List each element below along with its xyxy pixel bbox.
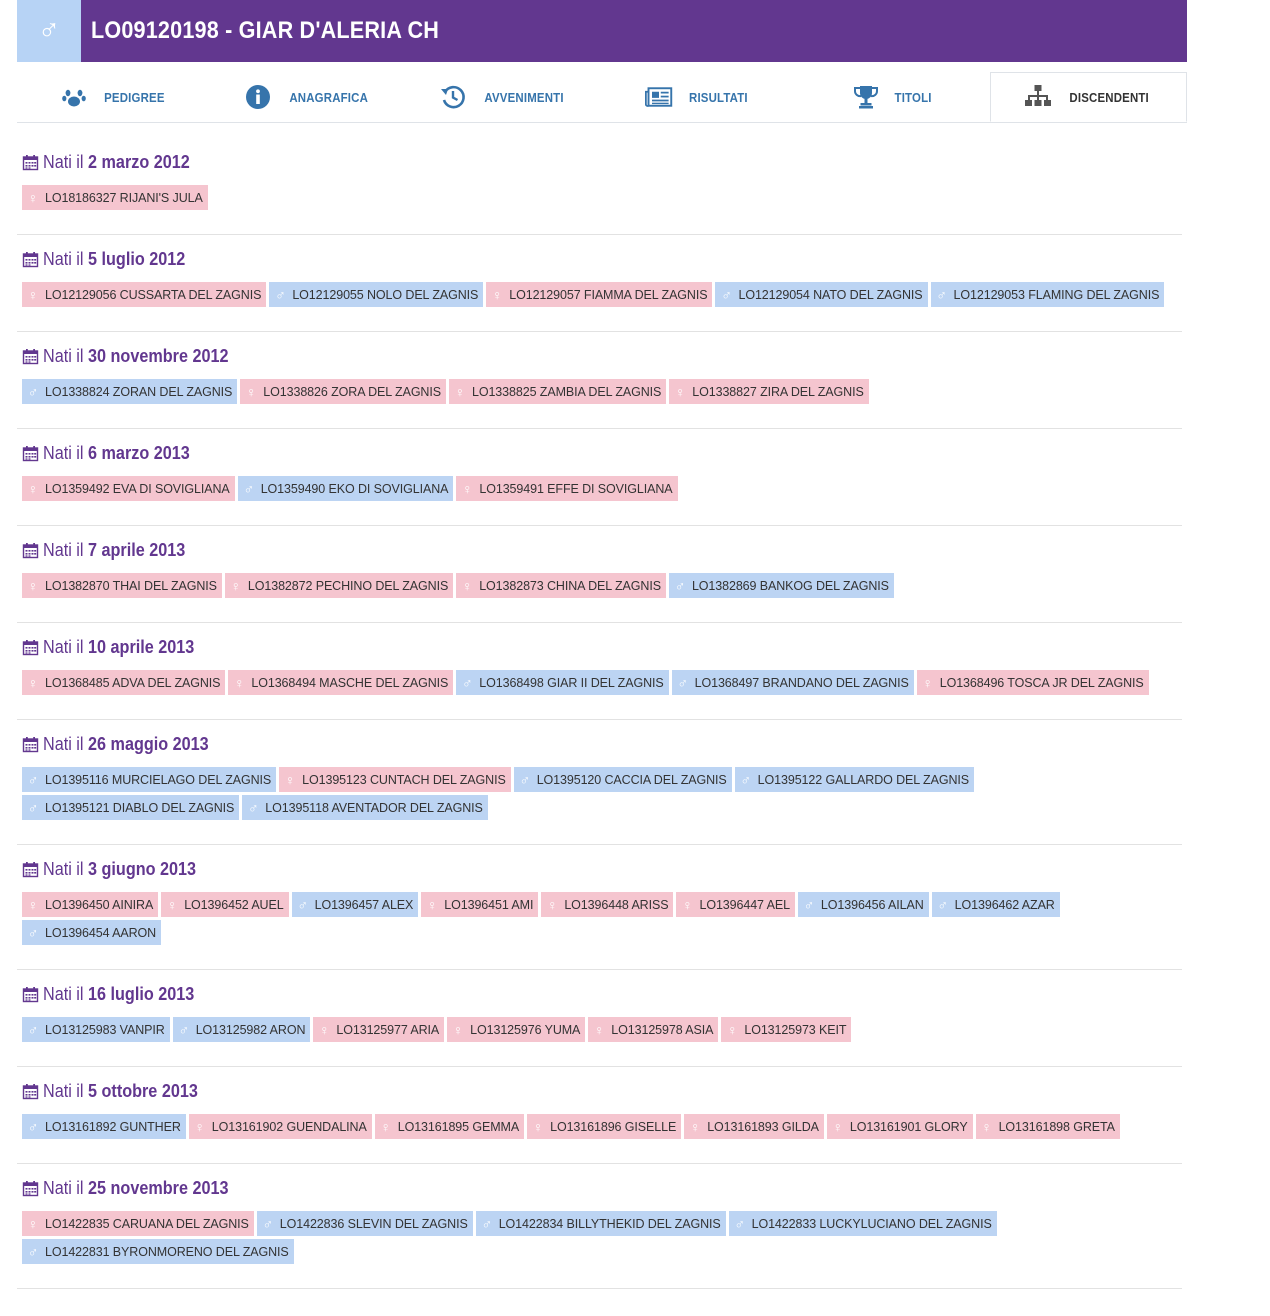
litter-prefix: Nati il xyxy=(43,539,89,560)
female-puppy-chip[interactable] xyxy=(721,1017,851,1042)
puppy-list xyxy=(22,767,1182,823)
female-puppy-chip[interactable] xyxy=(240,379,446,404)
litter-group xyxy=(17,636,1182,720)
litter-heading xyxy=(22,345,1182,367)
litter-heading xyxy=(22,442,1182,464)
litter-prefix: Nati il xyxy=(43,248,89,269)
female-puppy-chip[interactable] xyxy=(22,1211,254,1236)
litter-heading-text xyxy=(43,859,196,880)
litter-prefix: Nati il xyxy=(43,1177,89,1198)
female-symbol-icon: ♀ xyxy=(689,1118,701,1135)
female-symbol-icon: ♀ xyxy=(594,1021,605,1038)
male-symbol-icon: ♂ xyxy=(481,1215,492,1232)
calendar-icon xyxy=(22,639,39,656)
female-symbol-icon: ♀ xyxy=(27,286,39,303)
puppy-label: LO1368498 GIAR II DEL ZAGNIS xyxy=(479,675,664,690)
tab-pedigree[interactable] xyxy=(17,72,212,122)
puppy-label: LO13125982 ARON xyxy=(195,1022,306,1037)
puppy-label: LO1422835 CARUANA DEL ZAGNIS xyxy=(45,1216,249,1231)
litter-date: 5 ottobre 2013 xyxy=(88,1080,198,1101)
male-symbol-icon: ♂ xyxy=(519,771,530,788)
calendar-icon xyxy=(22,542,39,559)
female-symbol-icon: ♀ xyxy=(230,577,242,594)
puppy-label: LO1422831 BYRONMORENO DEL ZAGNIS xyxy=(45,1244,289,1259)
puppy-list xyxy=(22,282,1182,310)
female-puppy-chip[interactable] xyxy=(827,1114,973,1139)
female-symbol-icon: ♀ xyxy=(981,1118,992,1135)
calendar-icon xyxy=(22,736,39,753)
trophy-icon xyxy=(852,83,880,111)
litter-prefix: Nati il xyxy=(43,1080,89,1101)
puppy-label: LO1396448 ARISS xyxy=(564,897,669,912)
male-puppy-chip[interactable] xyxy=(672,670,914,695)
puppy-label: LO13161902 GUENDALINA xyxy=(211,1119,367,1134)
male-puppy-chip[interactable] xyxy=(269,282,483,307)
info-icon xyxy=(244,83,272,111)
male-symbol-icon: ♂ xyxy=(27,771,39,788)
male-symbol-icon: ♂ xyxy=(243,480,254,497)
female-puppy-chip[interactable] xyxy=(527,1114,681,1139)
puppy-label: LO1368497 BRANDANO DEL ZAGNIS xyxy=(694,675,909,690)
female-symbol-icon: ♀ xyxy=(492,286,503,303)
litter-heading xyxy=(22,1177,1182,1199)
male-symbol-icon: ♂ xyxy=(677,674,688,691)
female-symbol-icon: ♀ xyxy=(462,480,473,497)
puppy-list xyxy=(22,573,1182,601)
female-puppy-chip[interactable] xyxy=(421,892,538,917)
male-symbol-icon: ♂ xyxy=(27,1118,39,1135)
litter-group xyxy=(17,442,1182,526)
puppy-label: LO18186327 RIJANI'S JULA xyxy=(45,190,203,205)
puppy-label: LO13125978 ASIA xyxy=(611,1022,714,1037)
litter-heading-text xyxy=(43,443,190,464)
puppy-label: LO1395120 CACCIA DEL ZAGNIS xyxy=(536,772,727,787)
calendar-icon xyxy=(22,348,39,365)
tab-bar xyxy=(17,72,1187,123)
tab-avvenimenti[interactable] xyxy=(406,72,601,122)
female-puppy-chip[interactable] xyxy=(22,282,266,307)
male-symbol-icon: ♂ xyxy=(27,799,39,816)
tab-label: TITOLI xyxy=(894,89,932,105)
puppy-label: LO1396462 AZAR xyxy=(954,897,1055,912)
litter-heading-text xyxy=(43,984,194,1005)
puppy-label: LO12129053 FLAMING DEL ZAGNIS xyxy=(953,287,1160,302)
female-puppy-chip[interactable] xyxy=(456,476,677,501)
male-symbol-icon: ♂ xyxy=(297,896,308,913)
puppy-list xyxy=(22,185,1182,213)
male-puppy-chip[interactable] xyxy=(257,1211,473,1236)
puppy-label: LO1396452 AUEL xyxy=(184,897,284,912)
male-puppy-chip[interactable] xyxy=(22,920,161,945)
litter-heading xyxy=(22,539,1182,561)
page-title: LO09120198 - GIAR D'ALERIA CH xyxy=(91,17,440,44)
calendar-icon xyxy=(22,861,39,878)
puppy-label: LO13125983 VANPIR xyxy=(45,1022,165,1037)
female-symbol-icon: ♀ xyxy=(532,1118,544,1135)
puppy-label: LO12129054 NATO DEL ZAGNIS xyxy=(738,287,923,302)
female-puppy-chip[interactable] xyxy=(22,892,158,917)
puppy-list xyxy=(22,1114,1182,1142)
puppy-label: LO12129057 FIAMMA DEL ZAGNIS xyxy=(509,287,708,302)
female-symbol-icon: ♀ xyxy=(284,771,296,788)
litter-group xyxy=(17,1177,1182,1289)
female-puppy-chip[interactable] xyxy=(588,1017,718,1042)
female-symbol-icon: ♀ xyxy=(27,674,39,691)
female-puppy-chip[interactable] xyxy=(449,379,666,404)
female-symbol-icon: ♀ xyxy=(380,1118,391,1135)
litter-heading-text xyxy=(43,346,228,367)
litter-date: 30 novembre 2012 xyxy=(88,345,229,366)
female-puppy-chip[interactable] xyxy=(669,379,868,404)
male-puppy-chip[interactable] xyxy=(242,795,487,820)
female-symbol-icon: ♀ xyxy=(234,674,245,691)
male-symbol-icon: ♂ xyxy=(674,577,686,594)
puppy-list xyxy=(22,892,1182,948)
female-puppy-chip[interactable] xyxy=(279,767,511,792)
female-symbol-icon: ♀ xyxy=(727,1021,738,1038)
calendar-icon xyxy=(22,445,39,462)
male-puppy-chip[interactable] xyxy=(22,1114,186,1139)
puppy-label: LO1368494 MASCHE DEL ZAGNIS xyxy=(251,675,449,690)
puppy-label: LO1396456 AILAN xyxy=(820,897,924,912)
female-symbol-icon: ♀ xyxy=(194,1118,206,1135)
puppy-label: LO1338824 ZORAN DEL ZAGNIS xyxy=(45,384,233,399)
puppy-label: LO13161898 GRETA xyxy=(998,1119,1115,1134)
male-puppy-chip[interactable] xyxy=(514,767,732,792)
female-symbol-icon: ♀ xyxy=(832,1118,844,1135)
puppy-label: LO1395121 DIABLO DEL ZAGNIS xyxy=(45,800,235,815)
puppy-label: LO12129055 NOLO DEL ZAGNIS xyxy=(292,287,479,302)
litter-date: 3 giugno 2013 xyxy=(88,858,197,879)
male-puppy-chip[interactable] xyxy=(798,892,929,917)
puppy-label: LO1382873 CHINA DEL ZAGNIS xyxy=(479,578,661,593)
newspaper-icon xyxy=(645,83,673,111)
puppy-label: LO1368485 ADVA DEL ZAGNIS xyxy=(45,675,221,690)
male-puppy-chip[interactable] xyxy=(292,892,419,917)
puppy-label: LO1382872 PECHINO DEL ZAGNIS xyxy=(247,578,449,593)
litter-heading xyxy=(22,1080,1182,1102)
puppy-list xyxy=(22,379,1182,407)
male-symbol-icon: ♂ xyxy=(275,286,286,303)
puppy-label: LO13161895 GEMMA xyxy=(397,1119,520,1134)
puppy-label: LO1359492 EVA DI SOVIGLIANA xyxy=(45,481,230,496)
litter-group xyxy=(17,151,1182,235)
puppy-label: LO1396447 AEL xyxy=(699,897,790,912)
female-puppy-chip[interactable] xyxy=(189,1114,372,1139)
litter-prefix: Nati il xyxy=(43,733,89,754)
calendar-icon xyxy=(22,1180,39,1197)
tab-label: ANAGRAFICA xyxy=(289,89,369,105)
tab-titoli[interactable] xyxy=(796,72,991,122)
female-symbol-icon: ♀ xyxy=(675,383,686,400)
puppy-label: LO13161893 GILDA xyxy=(707,1119,819,1134)
female-symbol-icon: ♀ xyxy=(27,1215,39,1232)
calendar-icon xyxy=(22,1083,39,1100)
litter-prefix: Nati il xyxy=(43,983,89,1004)
litter-date: 25 novembre 2013 xyxy=(88,1177,229,1198)
male-symbol-icon: ♂ xyxy=(27,1243,39,1260)
male-puppy-chip[interactable] xyxy=(456,670,668,695)
puppy-label: LO1395116 MURCIELAGO DEL ZAGNIS xyxy=(45,772,272,787)
litter-date: 10 aprile 2013 xyxy=(88,636,195,657)
puppy-label: LO13161892 GUNTHER xyxy=(45,1119,181,1134)
puppy-label: LO1338825 ZAMBIA DEL ZAGNIS xyxy=(471,384,662,399)
female-puppy-chip[interactable] xyxy=(161,892,288,917)
puppy-label: LO1422834 BILLYTHEKID DEL ZAGNIS xyxy=(498,1216,721,1231)
calendar-icon xyxy=(22,986,39,1003)
litter-group xyxy=(17,345,1182,429)
litter-heading-text xyxy=(43,1081,198,1102)
male-puppy-chip[interactable] xyxy=(715,282,927,307)
puppy-label: LO1359490 EKO DI SOVIGLIANA xyxy=(260,481,449,496)
tab-risultati[interactable] xyxy=(601,72,796,122)
male-symbol-icon: ♂ xyxy=(734,1215,745,1232)
litter-date: 26 maggio 2013 xyxy=(88,733,209,754)
puppy-list xyxy=(22,476,1182,504)
puppy-label: LO1338827 ZIRA DEL ZAGNIS xyxy=(692,384,864,399)
litter-heading-text xyxy=(43,249,185,270)
puppy-label: LO1396454 AARON xyxy=(45,925,157,940)
female-puppy-chip[interactable] xyxy=(676,892,794,917)
puppy-label: LO12129056 CUSSARTA DEL ZAGNIS xyxy=(45,287,262,302)
male-puppy-chip[interactable] xyxy=(729,1211,997,1236)
male-puppy-chip[interactable] xyxy=(669,573,894,598)
puppy-label: LO1368496 TOSCA JR DEL ZAGNIS xyxy=(939,675,1144,690)
puppy-label: LO1382869 BANKOG DEL ZAGNIS xyxy=(691,578,889,593)
male-symbol-icon: ♂ xyxy=(17,0,81,62)
puppy-label: LO1396457 ALEX xyxy=(314,897,414,912)
female-symbol-icon: ♀ xyxy=(547,896,558,913)
litter-heading-text xyxy=(43,152,190,173)
female-symbol-icon: ♀ xyxy=(454,383,466,400)
male-symbol-icon: ♂ xyxy=(248,799,259,816)
female-symbol-icon: ♀ xyxy=(461,577,473,594)
male-puppy-chip[interactable] xyxy=(476,1211,726,1236)
calendar-icon xyxy=(22,251,39,268)
litter-group xyxy=(17,983,1182,1067)
female-puppy-chip[interactable] xyxy=(375,1114,524,1139)
litter-group xyxy=(17,858,1182,970)
male-symbol-icon: ♂ xyxy=(178,1021,189,1038)
female-puppy-chip[interactable] xyxy=(22,185,208,210)
puppy-label: LO1338826 ZORA DEL ZAGNIS xyxy=(263,384,441,399)
puppy-label: LO1359491 EFFE DI SOVIGLIANA xyxy=(479,481,673,496)
litter-prefix: Nati il xyxy=(43,442,89,463)
male-symbol-icon: ♂ xyxy=(803,896,815,913)
male-puppy-chip[interactable] xyxy=(22,795,239,820)
litter-heading xyxy=(22,733,1182,755)
litter-heading xyxy=(22,248,1182,270)
puppy-list xyxy=(22,670,1182,698)
puppy-label: LO1395123 CUNTACH DEL ZAGNIS xyxy=(302,772,506,787)
litter-group xyxy=(17,539,1182,623)
puppy-label: LO1422836 SLEVIN DEL ZAGNIS xyxy=(279,1216,468,1231)
male-symbol-icon: ♂ xyxy=(721,286,732,303)
puppy-label: LO1395118 AVENTADOR DEL ZAGNIS xyxy=(265,800,483,815)
male-symbol-icon: ♂ xyxy=(937,896,948,913)
calendar-icon xyxy=(22,154,39,171)
litter-date: 5 luglio 2012 xyxy=(88,248,186,269)
male-symbol-icon: ♂ xyxy=(27,383,39,400)
female-symbol-icon: ♀ xyxy=(682,896,693,913)
litter-date: 7 aprile 2013 xyxy=(88,539,186,560)
paw-icon xyxy=(60,83,88,111)
history-icon xyxy=(439,83,467,111)
female-symbol-icon: ♀ xyxy=(27,577,39,594)
female-symbol-icon: ♀ xyxy=(27,896,39,913)
litter-heading xyxy=(22,858,1182,880)
male-puppy-chip[interactable] xyxy=(173,1017,311,1042)
puppy-label: LO13125976 YUMA xyxy=(470,1022,581,1037)
puppy-label: LO13161896 GISELLE xyxy=(550,1119,677,1134)
puppy-label: LO1422833 LUCKYLUCIANO DEL ZAGNIS xyxy=(751,1216,992,1231)
female-puppy-chip[interactable] xyxy=(228,670,453,695)
male-puppy-chip[interactable] xyxy=(932,892,1060,917)
male-symbol-icon: ♂ xyxy=(262,1215,274,1232)
female-puppy-chip[interactable] xyxy=(917,670,1149,695)
puppy-list xyxy=(22,1211,1182,1267)
female-symbol-icon: ♀ xyxy=(452,1021,464,1038)
male-puppy-chip[interactable] xyxy=(931,282,1165,307)
litter-heading xyxy=(22,983,1182,1005)
litter-date: 2 marzo 2012 xyxy=(88,151,190,172)
female-symbol-icon: ♀ xyxy=(319,1021,330,1038)
sitemap-icon xyxy=(1024,83,1052,111)
tab-discendenti[interactable] xyxy=(990,72,1187,122)
litter-heading-text xyxy=(43,540,185,561)
puppy-label: LO13125973 KEIT xyxy=(744,1022,847,1037)
male-symbol-icon: ♂ xyxy=(740,771,751,788)
litter-prefix: Nati il xyxy=(43,151,89,172)
female-puppy-chip[interactable] xyxy=(225,573,453,598)
puppy-label: LO1382870 THAI DEL ZAGNIS xyxy=(45,578,217,593)
tab-label: DISCENDENTI xyxy=(1068,89,1149,105)
female-symbol-icon: ♀ xyxy=(27,189,39,206)
male-symbol-icon: ♂ xyxy=(936,286,947,303)
litter-heading-text xyxy=(43,734,209,755)
male-symbol-icon: ♂ xyxy=(462,674,473,691)
puppy-label: LO1396450 AINIRA xyxy=(45,897,154,912)
female-puppy-chip[interactable] xyxy=(22,573,222,598)
litter-heading xyxy=(22,636,1182,658)
female-puppy-chip[interactable] xyxy=(541,892,673,917)
female-puppy-chip[interactable] xyxy=(22,476,235,501)
male-puppy-chip[interactable] xyxy=(22,379,237,404)
puppy-list xyxy=(22,1017,1182,1045)
litter-prefix: Nati il xyxy=(43,858,89,879)
female-puppy-chip[interactable] xyxy=(22,670,225,695)
tab-label: RISULTATI xyxy=(688,89,748,105)
litter-heading-text xyxy=(43,1178,228,1199)
dog-header xyxy=(17,0,1187,62)
male-puppy-chip[interactable] xyxy=(22,767,276,792)
litter-group xyxy=(17,1080,1182,1164)
puppy-label: LO13125977 ARIA xyxy=(336,1022,440,1037)
female-puppy-chip[interactable] xyxy=(456,573,666,598)
female-puppy-chip[interactable] xyxy=(313,1017,444,1042)
female-symbol-icon: ♀ xyxy=(27,480,39,497)
female-symbol-icon: ♀ xyxy=(427,896,438,913)
female-symbol-icon: ♀ xyxy=(166,896,178,913)
male-puppy-chip[interactable] xyxy=(22,1017,170,1042)
female-puppy-chip[interactable] xyxy=(447,1017,585,1042)
male-puppy-chip[interactable] xyxy=(22,1239,294,1264)
litter-date: 6 marzo 2013 xyxy=(88,442,190,463)
descendants-list xyxy=(17,138,1182,1289)
female-symbol-icon: ♀ xyxy=(246,383,257,400)
puppy-label: LO13161901 GLORY xyxy=(849,1119,968,1134)
litter-group xyxy=(17,248,1182,332)
male-puppy-chip[interactable] xyxy=(735,767,974,792)
puppy-label: LO1395122 GALLARDO DEL ZAGNIS xyxy=(757,772,969,787)
puppy-label: LO1396451 AMI xyxy=(444,897,534,912)
female-symbol-icon: ♀ xyxy=(922,674,933,691)
litter-prefix: Nati il xyxy=(43,345,89,366)
female-puppy-chip[interactable] xyxy=(976,1114,1120,1139)
litter-heading xyxy=(22,151,1182,173)
male-symbol-icon: ♂ xyxy=(27,924,39,941)
male-symbol-icon: ♂ xyxy=(27,1021,39,1038)
litter-date: 16 luglio 2013 xyxy=(88,983,195,1004)
litter-heading-text xyxy=(43,637,194,658)
tab-label: AVVENIMENTI xyxy=(484,89,564,105)
litter-prefix: Nati il xyxy=(43,636,89,657)
female-puppy-chip[interactable] xyxy=(684,1114,824,1139)
male-puppy-chip[interactable] xyxy=(238,476,454,501)
female-puppy-chip[interactable] xyxy=(486,282,712,307)
litter-group xyxy=(17,733,1182,845)
tab-anagrafica[interactable] xyxy=(212,72,407,122)
tab-label: PEDIGREE xyxy=(104,89,165,105)
